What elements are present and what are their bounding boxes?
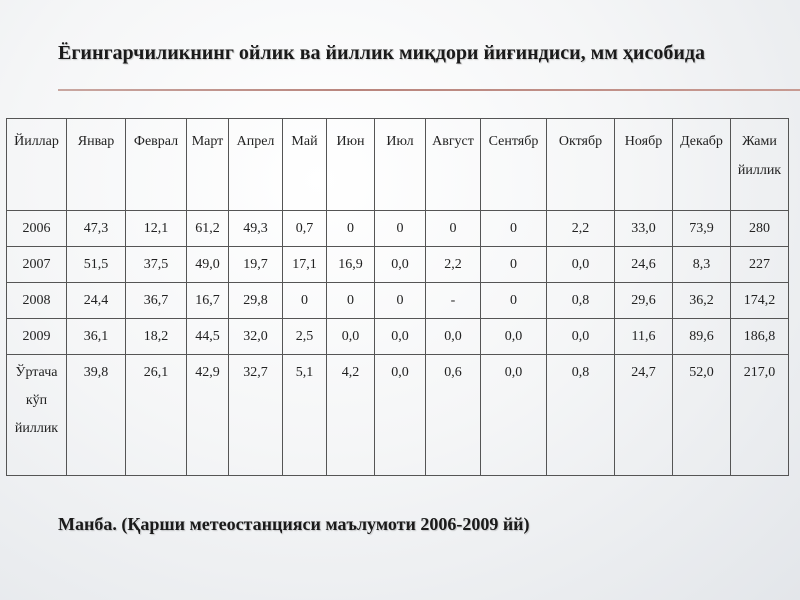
row-label: 2006 — [7, 211, 67, 247]
column-header: Йиллар — [7, 119, 67, 211]
table-cell: 0,0 — [327, 319, 375, 355]
table-cell: 0,0 — [375, 247, 426, 283]
table-cell: 37,5 — [126, 247, 187, 283]
table-cell: 32,7 — [229, 355, 283, 476]
table-cell: 0 — [481, 211, 547, 247]
column-header: Август — [426, 119, 481, 211]
table-cell: 0,0 — [375, 319, 426, 355]
table-cell: 36,1 — [67, 319, 126, 355]
column-header: Март — [187, 119, 229, 211]
table-cell: 24,7 — [615, 355, 673, 476]
table-cell: 26,1 — [126, 355, 187, 476]
table-cell: 0,0 — [547, 247, 615, 283]
table-cell: 73,9 — [673, 211, 731, 247]
table-cell: 49,0 — [187, 247, 229, 283]
column-header: Жами йиллик — [731, 119, 789, 211]
header-row — [7, 119, 789, 211]
table-cell: 0,8 — [547, 355, 615, 476]
column-header: Декабр — [673, 119, 731, 211]
table-cell: 5,1 — [283, 355, 327, 476]
table-row — [7, 247, 789, 283]
table-cell: 24,6 — [615, 247, 673, 283]
row-label: Ўртача кўп йиллик — [7, 355, 67, 476]
column-header: Феврал — [126, 119, 187, 211]
title-divider — [58, 89, 800, 91]
table-cell: 174,2 — [731, 283, 789, 319]
table-cell: 0,6 — [426, 355, 481, 476]
table-cell: 0 — [375, 283, 426, 319]
table-cell: 47,3 — [67, 211, 126, 247]
table-cell: 12,1 — [126, 211, 187, 247]
table-cell: - — [426, 283, 481, 319]
table-cell: 52,0 — [673, 355, 731, 476]
table-cell: 0 — [481, 247, 547, 283]
page-title: Ёгингарчиликнинг ойлик ва йиллик миқдори йиғиндиси, мм ҳисобида — [58, 42, 705, 64]
table-cell: 0,0 — [481, 319, 547, 355]
table-cell: 280 — [731, 211, 789, 247]
column-header: Апрел — [229, 119, 283, 211]
table-cell: 19,7 — [229, 247, 283, 283]
table-cell: 0,0 — [426, 319, 481, 355]
table-cell: 0 — [481, 283, 547, 319]
table-cell: 227 — [731, 247, 789, 283]
table-cell: 49,3 — [229, 211, 283, 247]
table-row — [7, 283, 789, 319]
table-cell: 39,8 — [67, 355, 126, 476]
source-note: Манба. (Қарши метеостанцияси маълумоти 2006-2009 йй) — [58, 514, 530, 534]
row-label: 2009 — [7, 319, 67, 355]
table-cell: 11,6 — [615, 319, 673, 355]
table-row — [7, 211, 789, 247]
row-label: 2007 — [7, 247, 67, 283]
table-cell: 61,2 — [187, 211, 229, 247]
table-cell: 29,8 — [229, 283, 283, 319]
column-header: Январ — [67, 119, 126, 211]
table-cell: 32,0 — [229, 319, 283, 355]
table-cell: 2,2 — [547, 211, 615, 247]
table-cell: 29,6 — [615, 283, 673, 319]
table-cell: 18,2 — [126, 319, 187, 355]
table-cell: 16,9 — [327, 247, 375, 283]
table-cell: 8,3 — [673, 247, 731, 283]
table-cell: 0 — [375, 211, 426, 247]
table-cell: 0,8 — [547, 283, 615, 319]
column-header: Май — [283, 119, 327, 211]
table-cell: 17,1 — [283, 247, 327, 283]
table-cell: 217,0 — [731, 355, 789, 476]
column-header: Октябр — [547, 119, 615, 211]
precipitation-table — [6, 118, 789, 476]
column-header: Июн — [327, 119, 375, 211]
table-cell: 16,7 — [187, 283, 229, 319]
table-cell: 33,0 — [615, 211, 673, 247]
table-cell: 44,5 — [187, 319, 229, 355]
table-row — [7, 319, 789, 355]
table-cell: 0,0 — [481, 355, 547, 476]
column-header: Июл — [375, 119, 426, 211]
table-cell: 0,7 — [283, 211, 327, 247]
table-cell: 24,4 — [67, 283, 126, 319]
table-cell: 0 — [283, 283, 327, 319]
table-cell: 51,5 — [67, 247, 126, 283]
table-cell: 0 — [327, 283, 375, 319]
table-cell: 186,8 — [731, 319, 789, 355]
table-cell: 0,0 — [547, 319, 615, 355]
column-header: Ноябр — [615, 119, 673, 211]
table-cell: 2,5 — [283, 319, 327, 355]
table-cell: 36,7 — [126, 283, 187, 319]
table-cell: 0,0 — [375, 355, 426, 476]
table-cell: 2,2 — [426, 247, 481, 283]
table-cell: 36,2 — [673, 283, 731, 319]
table-cell: 0 — [426, 211, 481, 247]
table-cell: 42,9 — [187, 355, 229, 476]
table-cell: 0 — [327, 211, 375, 247]
table-cell: 89,6 — [673, 319, 731, 355]
column-header: Сентябр — [481, 119, 547, 211]
table-row — [7, 355, 789, 476]
row-label: 2008 — [7, 283, 67, 319]
table-cell: 4,2 — [327, 355, 375, 476]
